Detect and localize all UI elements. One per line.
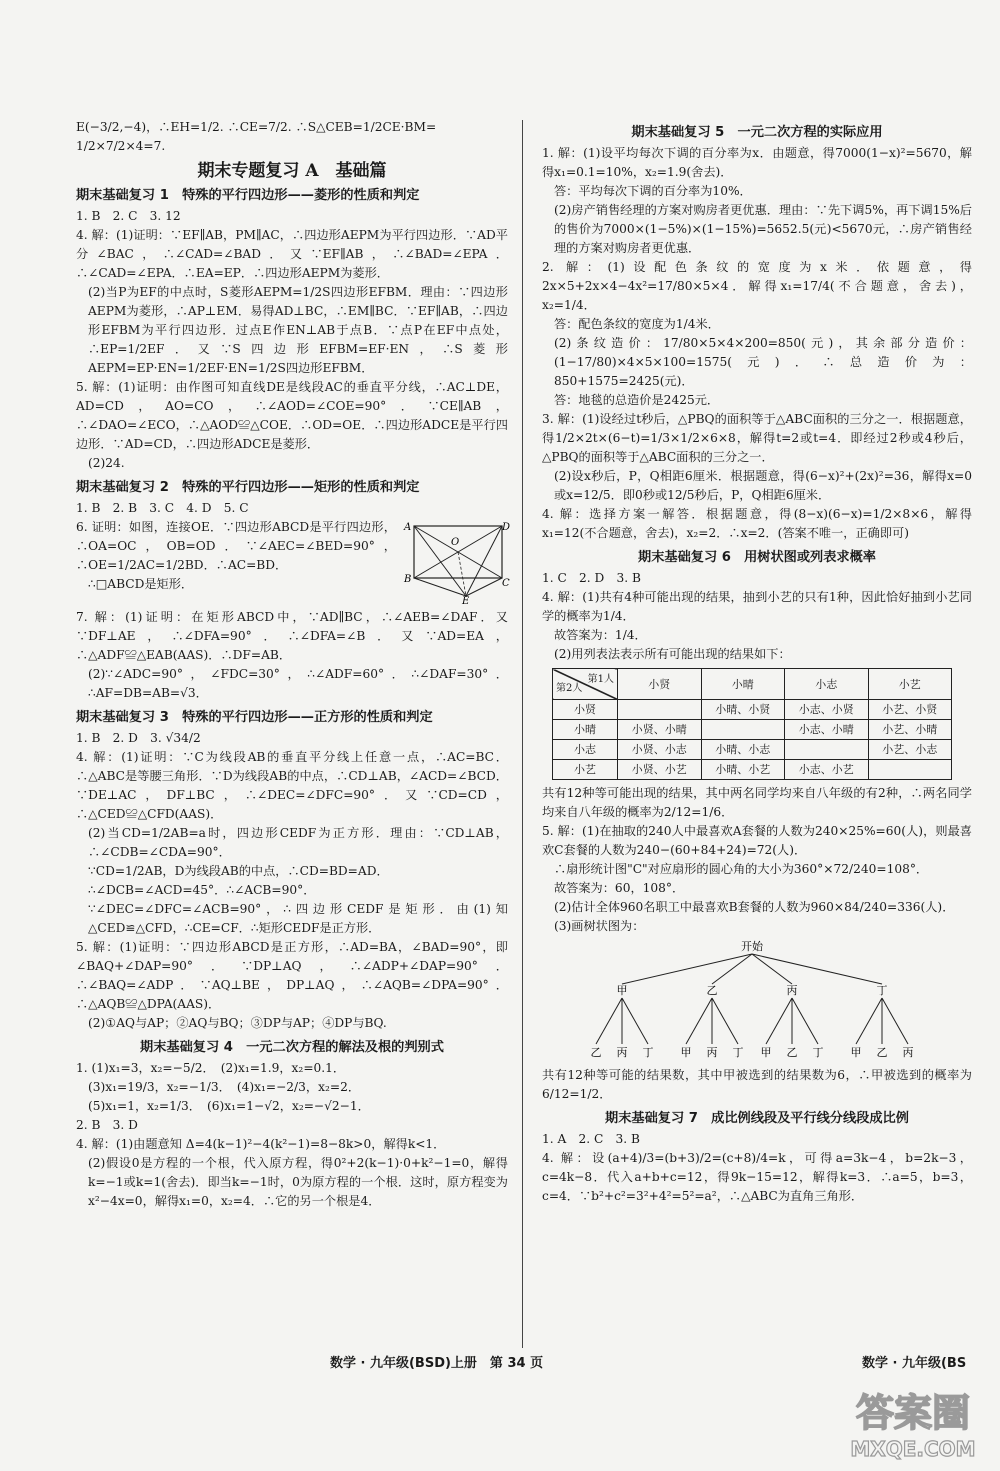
table-cell: 小艺: [553, 760, 618, 780]
section-title-5: 期末基础复习 5 一元二次方程的实际应用: [631, 125, 883, 140]
tree-node-level2: 乙: [786, 1046, 798, 1059]
tree-node-level2: 乙: [590, 1046, 602, 1059]
right-column: [542, 118, 972, 1206]
table-cell: 小晴: [553, 720, 618, 740]
section-title-7: 期末基础复习 7 成比例线段及平行线分线段成比例: [605, 1111, 909, 1126]
s1-line: 4. 解：(1)证明：∵EF∥AB，PM∥AC，∴四边形AEPM为平行四边形．∵AD平分∠BAC，∴∠CAD=∠BAD．又∵EF∥AB，∴∠BAD=∠EPA．∴∠CAD=∠EPA．∴EA=EP．∴四边形AEPM为菱形．: [76, 228, 508, 280]
s6-line: (2)估计全体960名职工中最喜欢B套餐的人数为960×84/240=336(人)．: [554, 900, 955, 914]
table-cell: 小艺、小志: [868, 740, 952, 760]
s1-line: (2)当P为EF的中点时，S菱形AEPM=1/2S四边形EFBM．理由：∵四边形AEPM为菱形，∴AP⊥EM．易得AD⊥BC，∴EM∥BC．∵EF∥AB，∴四边形EFBM为平行四边形．过点E作EN⊥AB于点B．∵点P在EF中点处，∴EP=1/2EF．又∵S四边形EFBM=EF·EN，∴S菱形AEPM=EP·EN=1/2EF·EN=1/2S四边形EFBM．: [88, 285, 508, 375]
label-a: A: [404, 522, 412, 533]
table-cell: 小晴、小艺: [701, 760, 785, 780]
table-cell: 小志、小晴: [785, 720, 869, 740]
watermark-logo: [838, 1378, 988, 1462]
table-cell: 小志、小艺: [785, 760, 869, 780]
carryover-line-1: E(−3/2,−4)，∴EH=1/2. ∴CE=7/2. ∴S△CEB=1/2CE·BM=: [76, 120, 437, 134]
s5-line: 答：平均每次下调的百分率为10%．: [554, 184, 752, 198]
s1-line: 1. B 2. C 3. 12: [76, 209, 181, 223]
s6-line: ∴扇形统计图"C"对应扇形的圆心角的大小为360°×72/240=108°．: [554, 862, 929, 876]
tree-node-level2: 甲: [850, 1046, 862, 1059]
table-cell: 小贤、小晴: [618, 720, 702, 740]
tree-branch: [766, 998, 792, 1044]
footer-right: 数学 · 九年级(BS: [862, 1356, 967, 1371]
s3-line: ∴∠DCB=∠ACD=45°．∴∠ACB=90°．: [88, 883, 316, 897]
tree-node-level1: 丙: [786, 984, 798, 997]
table-cell: 小志、小贤: [785, 700, 869, 720]
table-cell: [618, 700, 702, 720]
column-divider: [522, 120, 523, 1348]
watermark-text: 答案圈: [855, 1390, 971, 1435]
tree-node-level2: 甲: [760, 1046, 772, 1059]
table-row: [553, 740, 952, 760]
label-b: B: [404, 574, 412, 585]
s5-line: (2)条纹造价：17/80×5×4×200=850(元)，其余部分造价：(1−17/80)×4×5×100=1575(元)．∴总造价为：850+1575=2425(元)．: [554, 336, 972, 388]
corner-top-label: 第1人: [587, 674, 614, 685]
s5-line: 4. 解：选择方案一解答．根据题意，得(8−x)(6−x)=1/2×8×6，解得x₁=12(不合题意，舍去)，x₂=2．∴x=2．(答案不唯一，正确即可): [542, 507, 972, 540]
table-cell: 小贤、小志: [618, 740, 702, 760]
footer-left: 数学 · 九年级(BSD)上册 第 34 页: [330, 1356, 544, 1371]
tree-node-level2: 丙: [706, 1046, 718, 1059]
major-title: 期末专题复习 A 基础篇: [197, 161, 387, 181]
s5-line: (2)设x秒后，P，Q相距6厘米．根据题意，得(6−x)²+(2x)²=36，解得x=0或x=12/5．即0秒或12/5秒后，P，Q相距6厘米．: [554, 469, 972, 502]
s4-line: (5)x₁=1，x₂=1/3． (6)x₁=1−√2，x₂=−√2−1．: [88, 1099, 370, 1113]
section-title-1: 期末基础复习 1 特殊的平行四边形——菱形的性质和判定: [76, 188, 420, 203]
label-o: O: [451, 537, 460, 548]
s6-line: 4. 解：(1)共有4种可能出现的结果，抽到小艺的只有1种，因此恰好抽到小艺同学的概率为1/4．: [542, 590, 972, 623]
tree-branch: [856, 998, 882, 1044]
tree-node-level2: 丙: [902, 1046, 914, 1059]
corner-bottom-label: 第2人: [556, 683, 583, 694]
table-row: [553, 720, 952, 740]
table-cell: 小晴、小志: [701, 740, 785, 760]
tree-diagram: [582, 938, 922, 1064]
tree-root: 开始: [741, 940, 763, 953]
table-cell: [701, 720, 785, 740]
s3-line: (2)①AQ与AP；②AQ与BQ；③DP与AP；④DP与BQ.: [88, 1016, 387, 1030]
table-col-header: 小艺: [868, 669, 952, 700]
table-header-row: [553, 669, 952, 700]
s5-line: (2)房产销售经理的方案对购房者更优惠．理由：∵先下调5%，再下调15%后的售价为7000×(1−5%)×(1−15%)=5652.5(元)<5670元，∴房产销售经理的方案对购房者更优惠．: [554, 203, 972, 255]
table-cell: [785, 740, 869, 760]
s2-line: 1. B 2. B 3. C 4. D 5. C: [76, 501, 249, 515]
table-cell: 小晴、小贤: [701, 700, 785, 720]
s6-line: (2)用列表法表示所有可能出现的结果如下：: [554, 647, 791, 661]
table-col-header: 小贤: [618, 669, 702, 700]
s4-line: (2)假设0是方程的一个根，代入原方程，得0²+2(k−1)·0+k²−1=0，解得k=−1或k=1(舍去)．即当k=−1时，0为原方程的一个根．这时，原方程变为x²−4x=0，解得x₁=0，x₂=4．∴它的另一个根是4．: [88, 1156, 508, 1208]
tree-node-level1: 丁: [876, 984, 888, 997]
s4-line: 4. 解：(1)由题意知 Δ=4(k−1)²−4(k²−1)=8−8k>0，解得k<1．: [76, 1137, 446, 1151]
table-cell: [868, 760, 952, 780]
table-row: [553, 760, 952, 780]
section-title-4: 期末基础复习 4 一元二次方程的解法及根的判别式: [140, 1040, 444, 1055]
section-title-3: 期末基础复习 3 特殊的平行四边形——正方形的性质和判定: [76, 710, 433, 725]
s3-line: (2)当CD=1/2AB=a时，四边形CEDF为正方形．理由：∵CD⊥AB，∴∠CDB=∠CDA=90°．: [88, 826, 508, 859]
section-title-2: 期末基础复习 2 特殊的平行四边形——矩形的性质和判定: [76, 480, 420, 495]
s1-line: 5. 解：(1)证明：由作图可知直线DE是线段AC的垂直平分线，∴AC⊥DE，AD=CD，AO=CO，∴∠AOD=∠COE=90°．∵CE∥AB，∴∠DAO=∠ECO，∴△AOD≌△COE．∴OD=OE．∴四边形ADCE是平行四边形．∵AD=CD，∴四边形ADCE是菱形．: [76, 380, 508, 451]
segment-ce: [466, 578, 502, 596]
segment-be: [414, 578, 466, 596]
tree-node-level1: 乙: [706, 984, 718, 997]
label-c: C: [502, 578, 510, 589]
section-title-6: 期末基础复习 6 用树状图或列表求概率: [638, 550, 876, 565]
rectangle-figure: [404, 520, 511, 607]
s6-line: 共有12种等可能出现的结果，其中两名同学均来自八年级的有2种，∴两名同学均来自八年级的概率为2/12=1/6．: [542, 786, 972, 819]
s5-line: 1. 解：(1)设平均每次下调的百分率为x．由题意，得7000(1−x)²=5670，解得x₁=0.1=10%，x₂=1.9(舍去)．: [542, 146, 972, 179]
s7-line: 4. 解：设(a+4)/3=(b+3)/2=(c+8)/4=k，可得a=3k−4，b=2k−3，c=4k−8．代入a+b+c=12，得9k−15=12，解得k=3．∴a=5，b=3，c=4．∵b²+c²=3²+4²=5²=a²，∴△ABC为直角三角形．: [542, 1151, 972, 1203]
tree-node-level2: 丁: [642, 1046, 654, 1059]
s4-line: 2. B 3. D: [76, 1118, 138, 1132]
watermark-url: MXQE.COM: [850, 1437, 976, 1461]
table-col-header: 小志: [785, 669, 869, 700]
s6-line: 故答案为：1/4．: [554, 628, 647, 642]
s6-line: 共有12种等可能的结果数，其中甲被选到的结果数为6，∴甲被选到的概率为6/12=1/2．: [542, 1068, 972, 1101]
s6-line: 5. 解：(1)在抽取的240人中最喜欢A套餐的人数为240×25%=60(人)，则最喜欢C套餐的人数为240−(60+84+24)=72(人)．: [542, 824, 972, 857]
s7-line: 1. A 2. C 3. B: [542, 1132, 640, 1146]
s6-line: 1. C 2. D 3. B: [542, 571, 641, 585]
carryover-line-2: 1/2×7/2×4=7.: [76, 139, 166, 153]
tree-branch: [596, 998, 622, 1044]
s3-line: 4. 解：(1)证明：∵C为线段AB的垂直平分线上任意一点，∴AC=BC．∴△ABC是等腰三角形．∵D为线段AB的中点，∴CD⊥AB，∠ACD=∠BCD．∵DE⊥AC，DF⊥BC，∴∠DEC=∠DFC=90°．又∵CD=CD，∴△CED≌△CFD(AAS)．: [76, 750, 508, 821]
tree-node-level2: 丁: [812, 1046, 824, 1059]
s2-line: 6. 证明：如图，连接OE．∵四边形ABCD是平行四边形，∴OA=OC，OB=OD．∵∠AEC=∠BED=90°，∴OE=1/2AC=1/2BD．∴AC=BD．: [76, 520, 396, 572]
s6-line: 故答案为：60，108°．: [554, 881, 685, 895]
tree-branch: [712, 998, 738, 1044]
tree-node-level2: 丙: [616, 1046, 628, 1059]
s3-line: ∵∠DEC=∠DFC=∠ACB=90°，∴四边形CEDF是矩形．由(1)知△CED≌△CFD，∴CE=CF．∴矩形CEDF是正方形．: [88, 902, 508, 935]
tree-node-level1: 甲: [616, 984, 628, 997]
s2-line: 7. 解：(1)证明：在矩形ABCD中，∵AD∥BC，∴∠AEB=∠DAF．又∵DF⊥AE，∴∠DFA=90°．∴∠DFA=∠B．又∵AD=EA，∴△ADF≌△EAB(AAS)．∴DF=AB．: [76, 610, 508, 662]
probability-table: [552, 668, 952, 780]
s3-line: 5. 解：(1)证明：∵四边形ABCD是正方形，∴AD=BA，∠BAD=90°，即∠BAQ+∠DAP=90°．∵DP⊥AQ，∴∠ADP+∠DAP=90°．∴∠BAQ=∠ADP．∵AQ⊥BE，DP⊥AQ，∴∠AQB=∠DPA=90°．∴△AQB≌△DPA(AAS)．: [76, 940, 508, 1011]
segment-oe: [458, 552, 466, 596]
table-cell: 小艺、小贤: [868, 700, 952, 720]
table-cell: 小志: [553, 740, 618, 760]
s6-line: (3)画树状图为：: [554, 919, 645, 933]
s1-line: (2)24.: [88, 456, 125, 470]
table-cell: 小贤、小艺: [618, 760, 702, 780]
s2-line: (2)∵∠ADC=90°，∠FDC=30°，∴∠ADF=60°．∴∠DAF=30°．∴AF=DB=AB=√3．: [88, 667, 508, 700]
s2-line: ∴□ABCD是矩形．: [88, 577, 194, 591]
table-corner-cell: [553, 669, 618, 700]
tree-node-level2: 乙: [876, 1046, 888, 1059]
s5-line: 3. 解：(1)设经过t秒后，△PBQ的面积等于△ABC面积的三分之一．根据题意，得1/2×2t×(6−t)=1/3×1/2×6×8，解得t=2或t=4．即经过2秒或4秒后，△PBQ的面积等于△ABC面积的三分之一．: [542, 412, 972, 464]
tree-branch: [882, 998, 908, 1044]
left-column: [76, 118, 511, 1211]
s5-line: 答：配色条纹的宽度为1/4米．: [554, 317, 720, 331]
label-e: E: [462, 596, 470, 607]
table-cell: 小艺、小晴: [868, 720, 952, 740]
tree-branch: [792, 998, 818, 1044]
tree-node-level2: 甲: [680, 1046, 692, 1059]
label-d: D: [502, 522, 511, 533]
s4-line: 1. (1)x₁=3，x₂=−5/2． (2)x₁=1.9，x₂=0.1．: [76, 1061, 346, 1075]
s4-line: (3)x₁=19/3，x₂=−1/3． (4)x₁=−2/3，x₂=2．: [88, 1080, 361, 1094]
tree-node-level2: 丁: [732, 1046, 744, 1059]
s3-line: ∵CD=1/2AB，D为线段AB的中点，∴CD=BD=AD．: [88, 864, 389, 878]
table-col-header: 小晴: [701, 669, 785, 700]
tree-branch: [686, 998, 712, 1044]
tree-nodes: [591, 984, 914, 1059]
table-row: [553, 700, 952, 720]
s3-line: 1. B 2. D 3. √34/2: [76, 731, 201, 745]
tree-branch: [622, 998, 648, 1044]
s5-line: 2. 解：(1)设配色条纹的宽度为x米．依题意，得2x×5+2x×4−4x²=17/80×5×4．解得x₁=17/4(不合题意，舍去)，x₂=1/4．: [542, 260, 972, 312]
tree-lines: [596, 954, 908, 1044]
table-cell: 小贤: [553, 700, 618, 720]
s5-line: 答：地毯的总造价是2425元．: [554, 393, 720, 407]
